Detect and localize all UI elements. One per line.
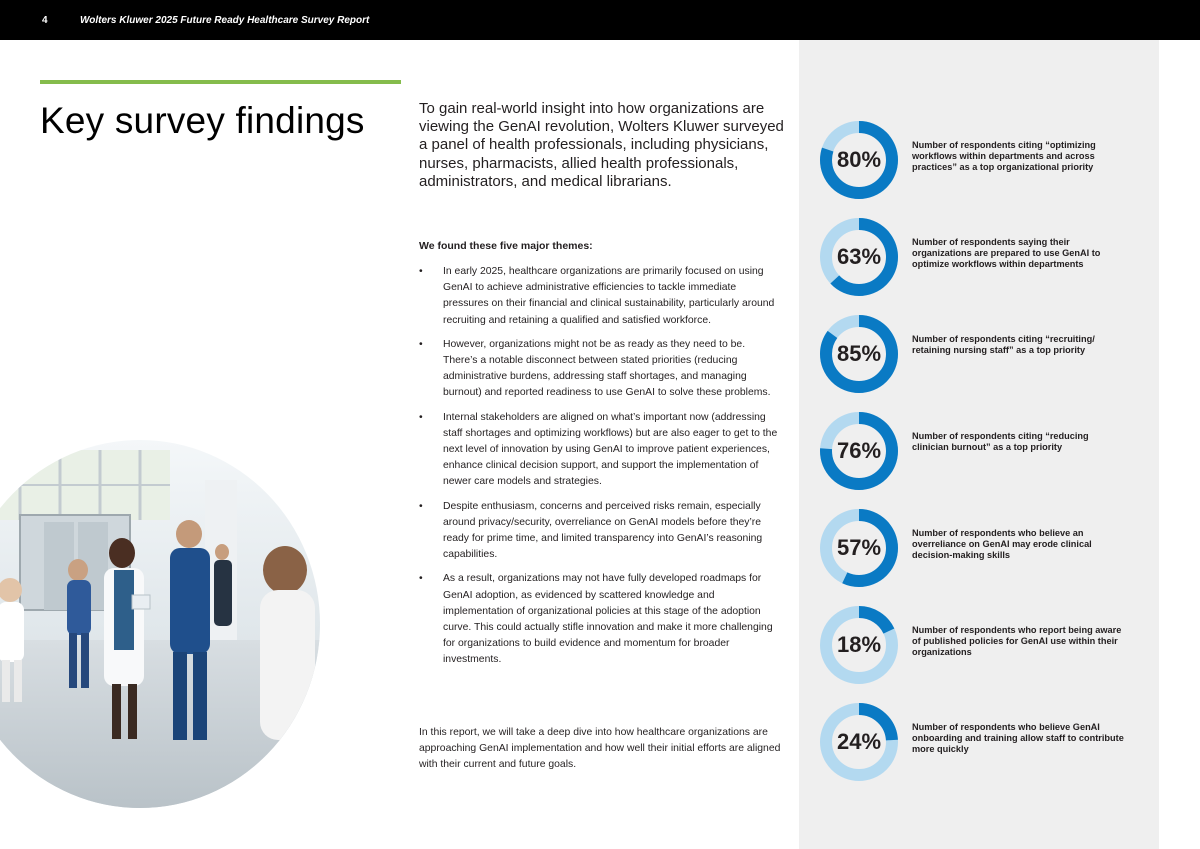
donut-chart — [819, 702, 899, 782]
theme-text: In early 2025, healthcare organizations are primarily focused on using GenAI to achieve administrative efficiencies to tackle immediate pressures on their financial and clinical sustainability, particularly around recruiting and retaining a qualified and satisfied workforce. — [443, 266, 775, 326]
bullet-icon: • — [419, 338, 423, 350]
report-title: Wolters Kluwer 2025 Future Ready Healthcare Survey Report — [80, 15, 370, 26]
list-item — [419, 410, 781, 491]
list-item — [419, 499, 781, 564]
themes-list — [419, 264, 781, 677]
stat-description: Number of respondents citing “recruiting/ retaining nursing staff” as a top priority — [912, 334, 1095, 356]
donut-chart — [819, 605, 899, 685]
theme-text: Despite enthusiasm, concerns and perceived risks remain, especially around privacy/security, overreliance on GenAI models before they’re ready for prime time, and limited transparency into GenAI’s reasoning capabilities. — [443, 500, 763, 561]
heading-accent-rule — [40, 80, 401, 84]
donut-chart — [819, 508, 899, 588]
themes-heading: We found these five major themes: — [419, 240, 593, 252]
page-number: 4 — [42, 15, 48, 26]
list-item — [419, 337, 781, 402]
stat-percent: 63% — [836, 244, 882, 269]
stat-percent: 85% — [836, 341, 882, 366]
stat-row — [799, 702, 1159, 786]
theme-text: As a result, organizations may not have fully developed roadmaps for GenAI adoption, as evidenced by scattered knowledge and implementation of organizational policies at this stage of the adoption curve. This could actually stifle innovation and make it more challenging for organizations to build evidence and momentum for broader investments. — [443, 573, 773, 666]
stat-row — [799, 411, 1159, 495]
theme-text: However, organizations might not be as ready as they need to be. There’s a notable disconnect between stated priorities (reducing administrative burdens, addressing staff shortages, and managing burnout) and reported readiness to use GenAI to solve these problems. — [443, 338, 771, 399]
stat-percent: 76% — [836, 438, 882, 463]
list-item — [419, 264, 781, 329]
page-title: Key survey findings — [40, 100, 365, 141]
report-header-bar — [0, 0, 1200, 40]
stat-description: Number of respondents saying their organizations are prepared to use GenAI to optimize workflows within departments — [912, 237, 1101, 270]
donut-chart — [819, 217, 899, 297]
donut-chart — [819, 411, 899, 491]
stat-percent: 80% — [836, 147, 882, 172]
stat-row — [799, 605, 1159, 689]
theme-text: Internal stakeholders are aligned on what’s important now (addressing staff shortages and optimizing workflows) but are also eager to get to the next level of innovation by using GenAI to improve patient experiences, enhance clinical decision support, and support the implementation of newer care models and strategies. — [443, 411, 778, 488]
stat-percent: 18% — [836, 632, 882, 657]
stats-panel — [799, 40, 1159, 849]
stat-description: Number of respondents who believe GenAI onboarding and training allow staff to contribute more quickly — [912, 722, 1124, 755]
stat-row — [799, 314, 1159, 398]
intro-paragraph: To gain real-world insight into how organizations are viewing the GenAI revolution, Wolters Kluwer surveyed a panel of health professionals, including physicians, nurses, pharmacists, allied health professionals, administrators, and medical librarians. — [419, 100, 784, 190]
hospital-lobby-illustration — [0, 440, 320, 808]
stat-percent: 24% — [836, 729, 882, 754]
hospital-staff-photo — [0, 440, 320, 808]
donut-chart — [819, 120, 899, 200]
bullet-icon: • — [419, 573, 423, 585]
stat-row — [799, 217, 1159, 301]
closing-paragraph: In this report, we will take a deep dive into how healthcare organizations are approaching GenAI implementation and how well their initial efforts are aligned with their current and future goals. — [419, 727, 781, 771]
donut-chart — [819, 314, 899, 394]
stat-row — [799, 508, 1159, 592]
bullet-icon: • — [419, 500, 423, 512]
stat-percent: 57% — [836, 535, 882, 560]
stat-description: Number of respondents citing “optimizing workflows within departments and across practices” as a top organizational priority — [912, 140, 1096, 173]
stat-row — [799, 120, 1159, 204]
stat-description: Number of respondents citing “reducing clinician burnout” as a top priority — [912, 431, 1089, 453]
bullet-icon: • — [419, 411, 423, 423]
list-item — [419, 571, 781, 668]
bullet-icon: • — [419, 266, 423, 277]
stat-description: Number of respondents who report being aware of published policies for GenAI use within their organizations — [912, 625, 1122, 658]
stat-description: Number of respondents who believe an overreliance on GenAI may erode clinical decision-making skills — [912, 528, 1092, 561]
